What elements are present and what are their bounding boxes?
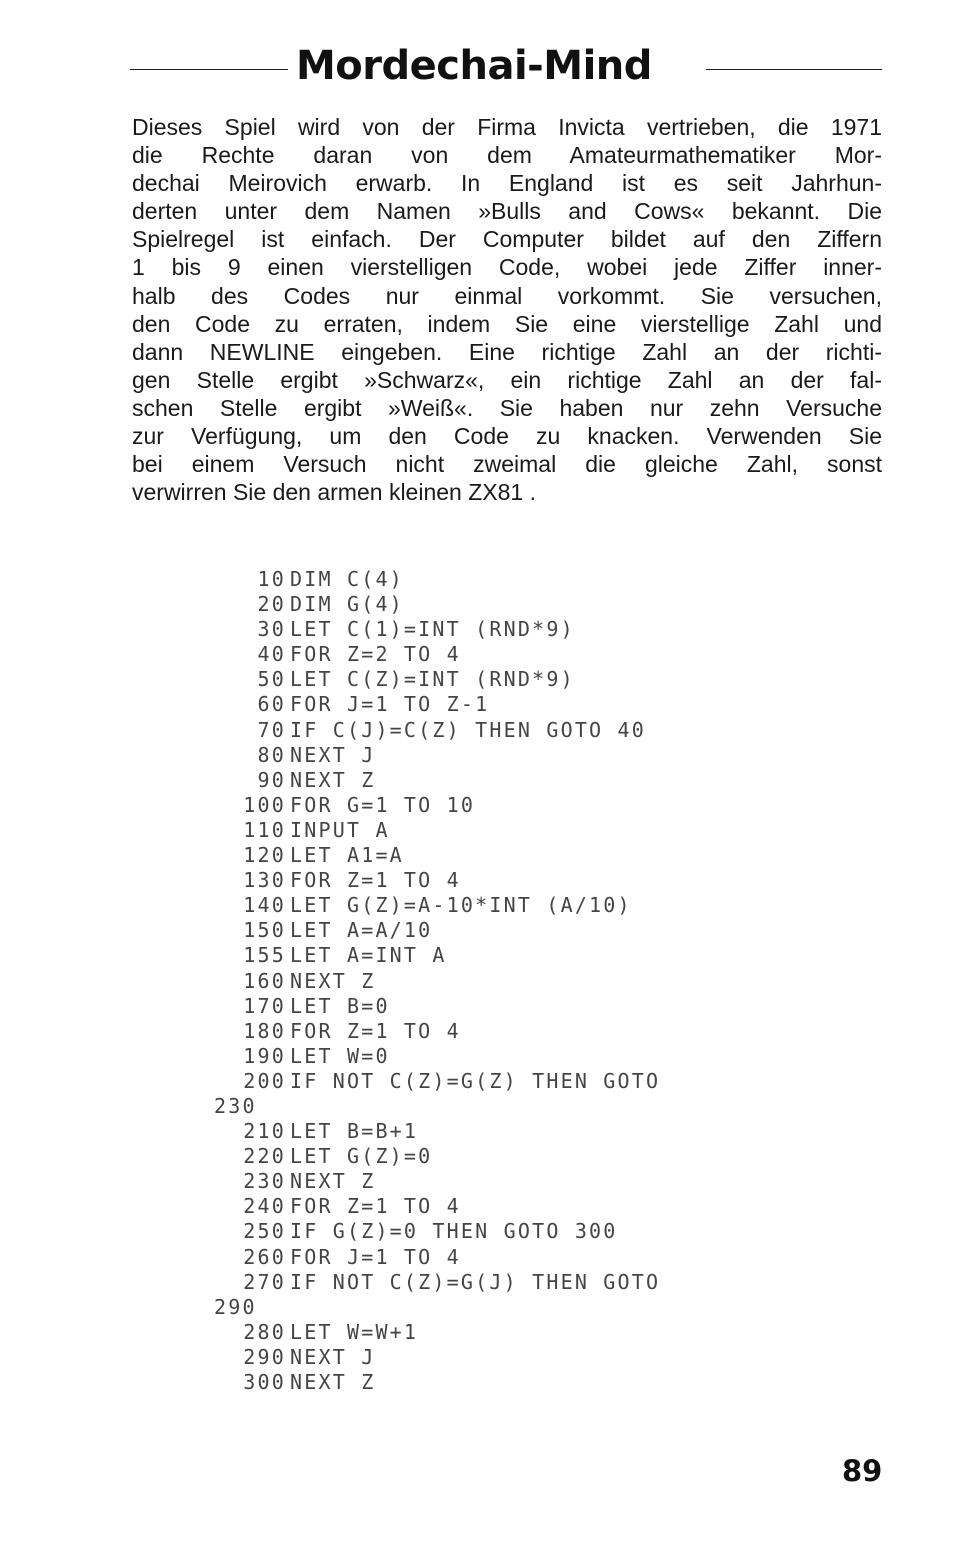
statement: IF NOT C(Z)=G(J) THEN GOTO [290, 1269, 661, 1294]
line-number: 300 [243, 1370, 286, 1394]
statement: FOR Z=2 TO 4 [290, 642, 461, 667]
code-line [214, 969, 774, 994]
code-line [214, 1370, 774, 1395]
statement: IF NOT C(Z)=G(Z) THEN GOTO [290, 1068, 661, 1093]
intro-line: gen Stelle ergibt »Schwarz«, ein richtige Zahl an der fal- [132, 366, 882, 393]
line-number: 20 [257, 592, 286, 617]
intro-line: dann NEWLINE eingeben. Eine richtige Zahl an der richti- [132, 338, 882, 365]
statement: NEXT Z [290, 968, 376, 993]
title-row [130, 38, 882, 102]
line-number: 100 [243, 792, 286, 817]
statement: NEXT Z [290, 1370, 376, 1394]
line-number: 130 [243, 868, 286, 893]
intro-line: zur Verfügung, um den Code zu knacken. Verwenden Sie [132, 423, 882, 450]
code-line [214, 768, 774, 793]
line-number: 10 [257, 567, 286, 591]
page-number: 89 [842, 1454, 883, 1488]
code-line [214, 994, 774, 1019]
code-line [214, 1345, 774, 1370]
statement: FOR J=1 TO Z-1 [290, 692, 490, 717]
statement: FOR G=1 TO 10 [290, 792, 476, 817]
intro-paragraph [132, 113, 882, 506]
basic-program-listing [214, 567, 774, 1395]
intro-line: dechai Meirovich erwarb. In England ist es seit Jahrhun- [132, 170, 882, 197]
line-number: 110 [243, 817, 286, 842]
statement: FOR Z=1 TO 4 [290, 1018, 461, 1043]
code-line [214, 1044, 774, 1069]
intro-line: 1 bis 9 einen vierstelligen Code, wobei jede Ziffer inner- [132, 254, 882, 281]
line-number: 140 [243, 893, 286, 918]
code-line [214, 642, 774, 667]
line-number: 200 [243, 1068, 286, 1093]
intro-line: den Code zu erraten, indem Sie eine vierstellige Zahl und [132, 310, 882, 337]
code-line [214, 1069, 774, 1094]
line-number: 240 [243, 1194, 286, 1219]
code-line [214, 1119, 774, 1144]
code-line [214, 1194, 774, 1219]
code-line [214, 667, 774, 692]
intro-line: schen Stelle ergibt »Weiß«. Sie haben nur zehn Versuche [132, 394, 882, 421]
line-number: 180 [243, 1018, 286, 1043]
statement: NEXT J [290, 742, 376, 767]
code-line [214, 1144, 774, 1169]
code-line [214, 592, 774, 617]
code-line [214, 617, 774, 642]
line-number: 80 [257, 742, 286, 767]
code-line [214, 943, 774, 968]
line-number: 70 [257, 717, 286, 742]
code-line [214, 893, 774, 918]
code-line [214, 1245, 774, 1270]
statement: LET C(Z)=INT (RND*9) [290, 667, 575, 692]
title-rule-left [130, 69, 288, 70]
code-line [214, 692, 774, 717]
statement: LET G(Z)=A-10*INT (A/10) [290, 893, 632, 918]
line-number: 120 [243, 843, 286, 868]
statement: DIM C(4) [290, 567, 404, 591]
line-number: 30 [257, 617, 286, 642]
statement: LET A=A/10 [290, 918, 433, 943]
line-number: 290 [243, 1344, 286, 1369]
line-number: 155 [243, 943, 286, 968]
intro-line: die Rechte daran von dem Amateurmathematiker Mor- [132, 142, 882, 169]
line-number: 260 [243, 1244, 286, 1269]
line-number: 150 [243, 918, 286, 943]
line-number: 40 [257, 642, 286, 667]
code-line [214, 918, 774, 943]
line-number: 60 [257, 692, 286, 717]
intro-line: Dieses Spiel wird von der Firma Invicta vertrieben, die 1971 [132, 114, 882, 140]
statement: IF G(Z)=0 THEN GOTO 300 [290, 1219, 618, 1244]
line-number: 90 [257, 767, 286, 792]
code-line [214, 567, 774, 592]
statement: LET C(1)=INT (RND*9) [290, 617, 575, 642]
code-continuation: 230 [214, 1093, 257, 1118]
statement: DIM G(4) [290, 592, 404, 617]
code-line [214, 1270, 774, 1295]
line-number: 230 [243, 1169, 286, 1194]
code-line [214, 868, 774, 893]
line-number: 170 [243, 993, 286, 1018]
statement: LET B=B+1 [290, 1119, 419, 1144]
statement: FOR Z=1 TO 4 [290, 868, 461, 893]
statement: IF C(J)=C(Z) THEN GOTO 40 [290, 717, 647, 742]
line-number: 280 [243, 1319, 286, 1344]
statement: LET W=0 [290, 1043, 390, 1068]
code-line [214, 743, 774, 768]
statement: LET A=INT A [290, 943, 447, 968]
code-line [214, 1169, 774, 1194]
statement: NEXT J [290, 1344, 376, 1369]
line-number: 210 [243, 1119, 286, 1144]
line-number: 190 [243, 1043, 286, 1068]
statement: LET W=W+1 [290, 1319, 419, 1344]
code-line [214, 1219, 774, 1244]
page-title: Mordechai-Mind [296, 43, 652, 89]
statement: INPUT A [290, 817, 390, 842]
intro-line: derten unter dem Namen »Bulls and Cows« bekannt. Die [132, 198, 882, 225]
code-line [214, 818, 774, 843]
intro-line: bei einem Versuch nicht zweimal die gleiche Zahl, sonst [132, 451, 882, 478]
intro-line: verwirren Sie den armen kleinen ZX81 . [132, 479, 536, 506]
code-continuation: 290 [214, 1294, 257, 1319]
statement: FOR Z=1 TO 4 [290, 1194, 461, 1219]
statement: LET A1=A [290, 843, 404, 868]
statement: LET B=0 [290, 993, 390, 1018]
line-number: 250 [243, 1219, 286, 1244]
statement: NEXT Z [290, 767, 376, 792]
line-number: 270 [243, 1269, 286, 1294]
code-line [214, 1295, 774, 1320]
code-line [214, 1094, 774, 1119]
code-line [214, 1320, 774, 1345]
code-line [214, 843, 774, 868]
statement: NEXT Z [290, 1169, 376, 1194]
line-number: 220 [243, 1144, 286, 1169]
statement: FOR J=1 TO 4 [290, 1244, 461, 1269]
code-line [214, 718, 774, 743]
line-number: 160 [243, 968, 286, 993]
intro-line: Spielregel ist einfach. Der Computer bildet auf den Ziffern [132, 226, 882, 253]
line-number: 50 [257, 667, 286, 692]
code-line [214, 1019, 774, 1044]
code-line [214, 793, 774, 818]
intro-line: halb des Codes nur einmal vorkommt. Sie versuchen, [132, 282, 882, 309]
statement: LET G(Z)=0 [290, 1144, 433, 1169]
title-rule-right [706, 69, 882, 70]
